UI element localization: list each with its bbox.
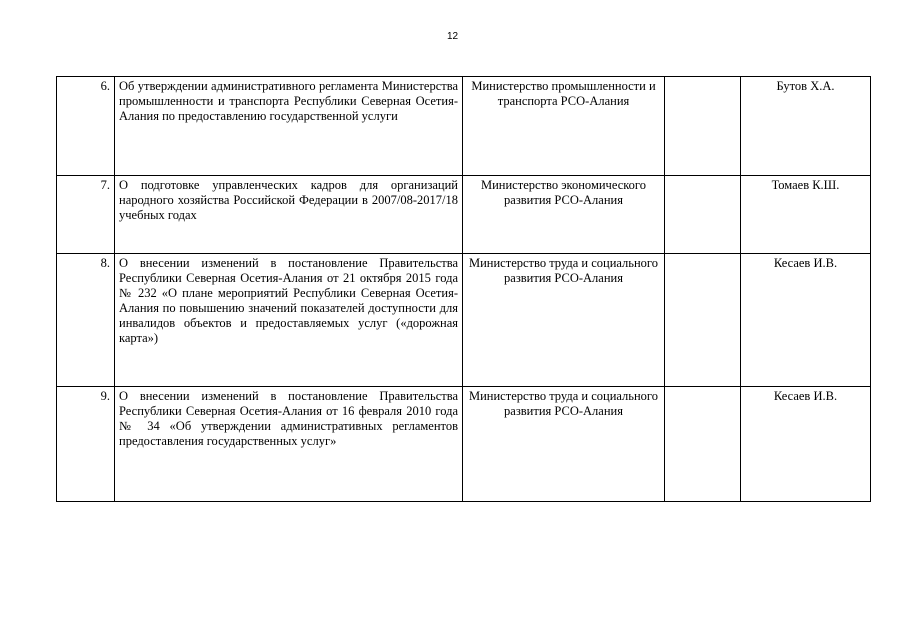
row-title: О внесении изменений в постановление Правительства Республики Северная Осетия-Алания от 21 октября 2015 года № 232 «О плане мероприятий Республики Северная Осетия-Алания по повышению значений показателей доступности для инвалидов объектов и предоставляемых услуг («дорожная карта»): [115, 254, 463, 387]
row-empty-cell: [665, 77, 741, 176]
row-title: Об утверждении административного регламента Министерства промышленности и транспорта Республики Северная Осетия-Алания по предоставлению государственной услуги: [115, 77, 463, 176]
document-table: [56, 76, 871, 502]
row-number: 8.: [57, 254, 115, 387]
row-empty-cell: [665, 387, 741, 502]
row-ministry: Министерство труда и социального развития РСО-Алания: [463, 254, 665, 387]
row-number: 6.: [57, 77, 115, 176]
row-empty-cell: [665, 254, 741, 387]
table-row: [57, 77, 871, 176]
row-ministry: Министерство промышленности и транспорта РСО-Алания: [463, 77, 665, 176]
row-responsible: Кесаев И.В.: [741, 387, 871, 502]
row-number: 9.: [57, 387, 115, 502]
row-empty-cell: [665, 176, 741, 254]
page-number: 12: [446, 31, 459, 42]
row-number: 7.: [57, 176, 115, 254]
row-responsible: Томаев К.Ш.: [741, 176, 871, 254]
row-ministry: Министерство труда и социального развития РСО-Алания: [463, 387, 665, 502]
row-title: О подготовке управленческих кадров для организаций народного хозяйства Российской Федерации в 2007/08-2017/18 учебных годах: [115, 176, 463, 254]
table-row: [57, 254, 871, 387]
table-row: [57, 387, 871, 502]
row-responsible: Кесаев И.В.: [741, 254, 871, 387]
row-title: О внесении изменений в постановление Правительства Республики Северная Осетия-Алания от 16 февраля 2010 года № 34 «Об утверждении административных регламентов предоставления государственных услуг»: [115, 387, 463, 502]
table-row: [57, 176, 871, 254]
row-responsible: Бутов Х.А.: [741, 77, 871, 176]
row-ministry: Министерство экономического развития РСО-Алания: [463, 176, 665, 254]
